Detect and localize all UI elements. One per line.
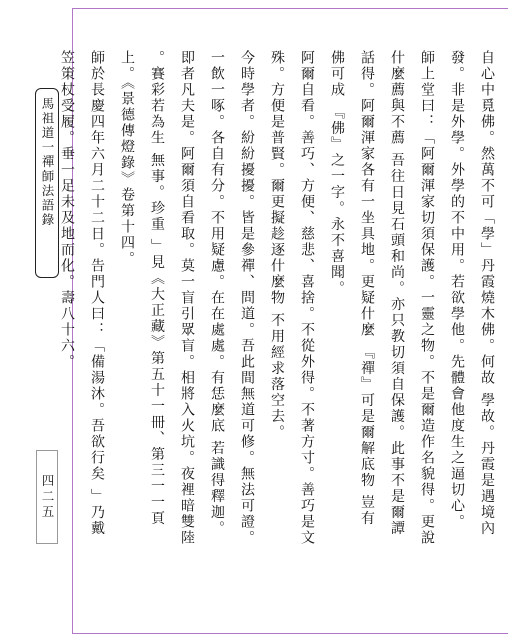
page-number: 四二五 (40, 473, 55, 521)
text-line: 殊。方便是普賢。爾更擬趁逐什麼物 不用經求落空去。 (269, 50, 285, 441)
text-line: 笠策杖受履。垂一足未及地而化。壽八十六。 (59, 50, 75, 370)
text-line: 什麼薦與不薦 吾往日見石頭和尚。亦只教切須自保護。此事不是爾譚 (389, 50, 405, 537)
text-line: 上。《景德傳燈錄》卷第十四。 (119, 50, 135, 267)
text-line: 今時學者。紛紛擾擾。皆是參禪、問道。吾此間無道可修。無法可證。 (239, 50, 255, 546)
text-line: 發。非是外學。外學的不中用。若欲學他。先體會他度生之逼切心。 (449, 50, 465, 530)
text-line: 佛可成 『佛』之一字。永不喜聞。 (329, 50, 345, 297)
text-line: 一飲一啄。各自有分。不用疑慮。在在處處。有恁麼底 若識得釋迦。 (209, 50, 225, 537)
text-line: 師於長慶四年六月二十二日。告門人曰：「備湯沐。吾欲行矣 」乃戴 (89, 50, 105, 537)
text-line: 自心中覓佛。然萬不可「學」丹霞燒木佛。何故 學故。丹霞是遇境內 (479, 50, 495, 537)
text-line: 阿爾自看。善巧、方便、慈悲、喜捨。不從外得。不著方寸。善巧是文 (299, 50, 315, 546)
text-line: 。賽彩若為生 無事。珍重 」見《大正藏》第五十一冊、第三一一頁 (149, 50, 165, 527)
text-line: 話得。阿爾渾家各有一坐具地。更疑什麼 『禪』可是爾解底物 豈有 (359, 50, 375, 527)
text-line: 師上堂曰：「阿爾渾家切須保護。一靈之物。不是爾造作名貌得。更說 (419, 50, 435, 546)
text-line: 即者凡夫是。阿爾須自看取。莫一盲引眾盲。相將入火坑。夜裡暗雙陸 (179, 50, 195, 546)
book-title: 馬祖道一禪師法語錄 (40, 97, 55, 228)
vertical-text-body (59, 50, 502, 630)
